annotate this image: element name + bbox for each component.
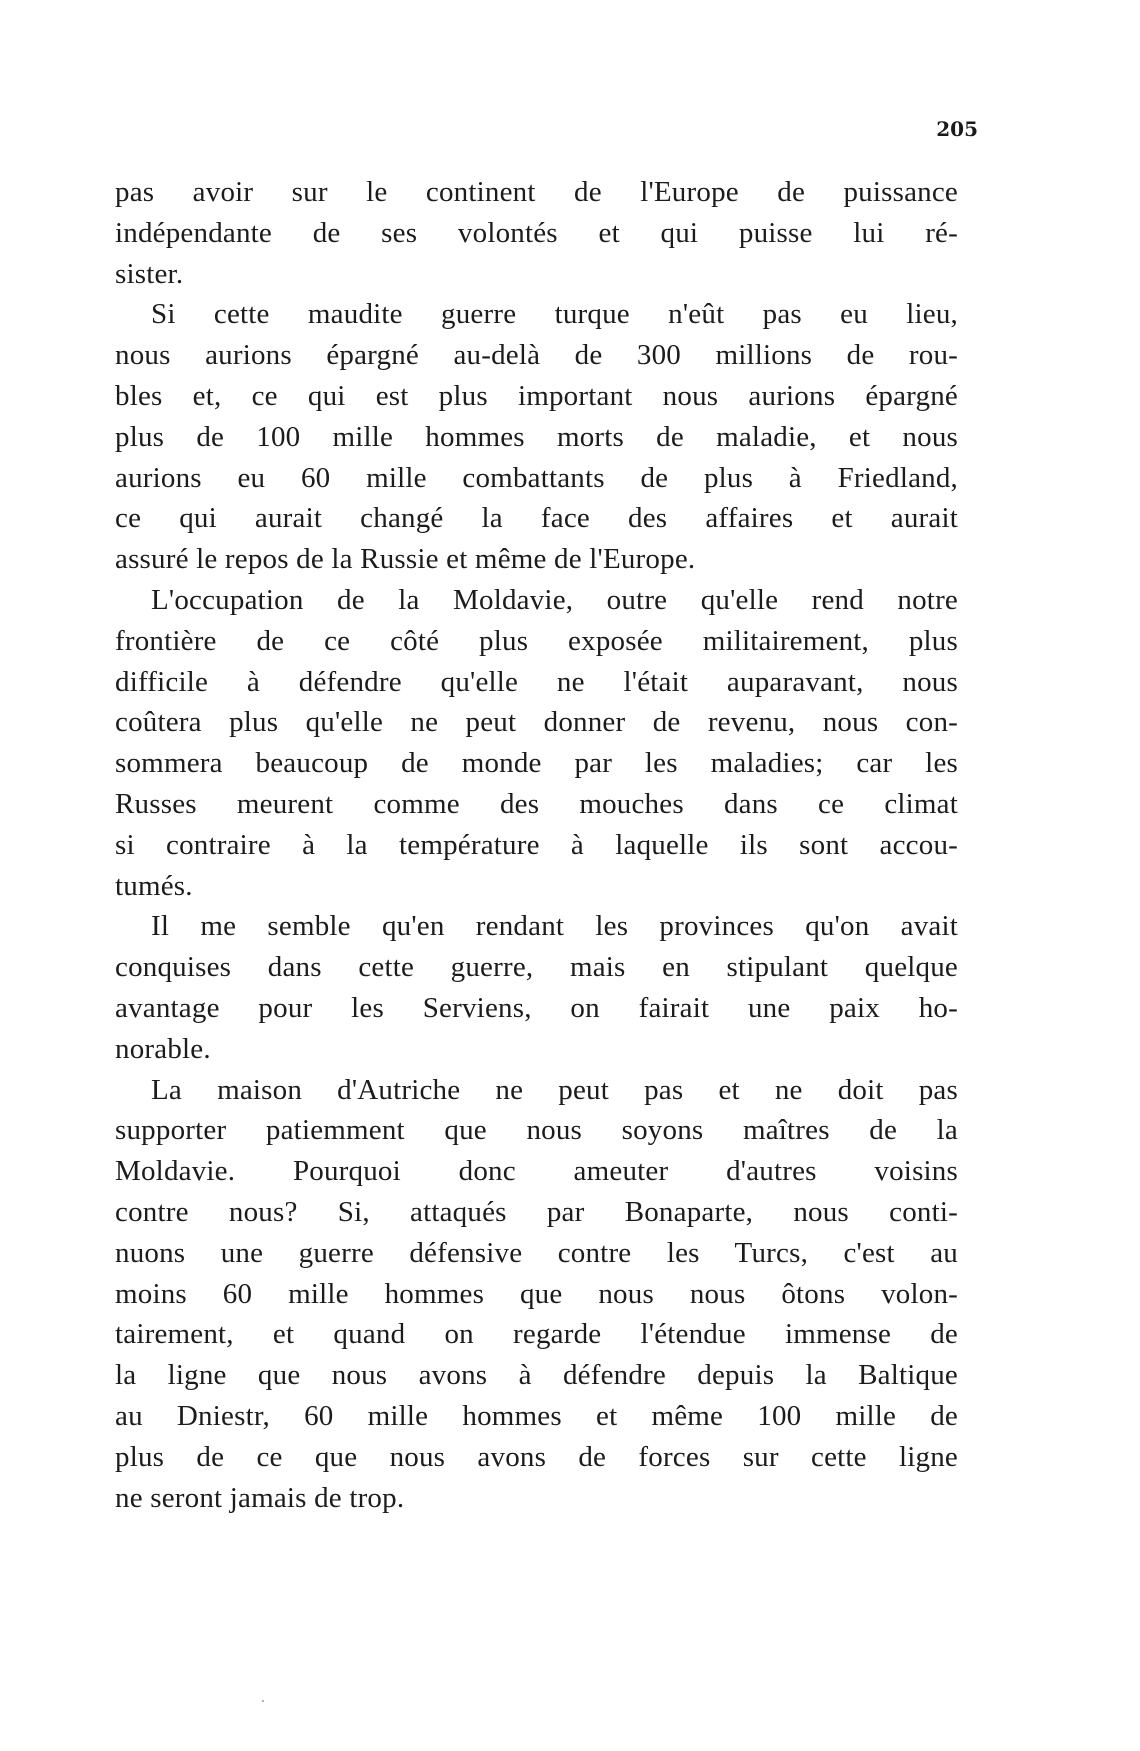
text-line: sommera beaucoup de monde par les maladies; car les [115,747,958,780]
paragraph [115,580,958,906]
text-line: La maison d'Autriche ne peut pas et ne doit pas [151,1073,958,1106]
text-line: aurions eu 60 mille combattants de plus à Friedland, [115,461,958,494]
text-line: Moldavie. Pourquoi donc ameuter d'autres voisins [115,1155,958,1188]
text-line: Russes meurent comme des mouches dans ce climat [115,787,958,820]
text-line: coûtera plus qu'elle ne peut donner de revenu, nous con- [115,706,958,739]
text-line: nous aurions épargné au-delà de 300 millions de rou- [115,339,958,372]
page-number: 205 [936,117,978,141]
text-line: plus de 100 mille hommes morts de maladie, et nous [115,420,958,453]
text-line: sister. [115,257,184,290]
text-line: indépendante de ses volontés et qui puisse lui ré- [115,216,958,249]
text-line: assuré le repos de la Russie et même de l'Europe. [115,543,696,576]
paragraph [115,906,958,1069]
text-line: tairement, et quand on regarde l'étendue immense de [115,1318,958,1351]
text-line: plus de ce que nous avons de forces sur cette ligne [115,1440,958,1473]
text-line: ne seront jamais de trop. [115,1481,405,1514]
text-line: la ligne que nous avons à défendre depuis la Baltique [115,1359,958,1392]
text-line: nuons une guerre défensive contre les Turcs, c'est au [115,1236,958,1269]
text-line: avantage pour les Serviens, on fairait une paix ho- [115,991,958,1024]
text-line: supporter patiemment que nous soyons maîtres de la [115,1114,958,1147]
text-line: Il me semble qu'en rendant les provinces qu'on avait [151,910,958,943]
scan-speck [262,1700,264,1702]
text-line: conquises dans cette guerre, mais en stipulant quelque [115,951,958,984]
text-line: moins 60 mille hommes que nous nous ôtons volon- [115,1277,958,1310]
text-line: au Dniestr, 60 mille hommes et même 100 mille de [115,1399,958,1432]
paragraph [115,1070,958,1519]
text-line: L'occupation de la Moldavie, outre qu'elle rend notre [151,583,958,616]
text-line: si contraire à la température à laquelle ils sont accou- [115,828,958,861]
text-line: difficile à défendre qu'elle ne l'était auparavant, nous [115,665,958,698]
text-line: frontière de ce côté plus exposée militairement, plus [115,624,958,657]
text-line: ce qui aurait changé la face des affaires et aurait [115,502,958,535]
text-line: bles et, ce qui est plus important nous aurions épargné [115,379,958,412]
paragraph [115,294,958,580]
text-line: norable. [115,1032,211,1065]
text-line: contre nous? Si, attaqués par Bonaparte, nous conti- [115,1195,958,1228]
text-line: Si cette maudite guerre turque n'eût pas eu lieu, [151,298,958,331]
paragraph [115,172,958,294]
text-line: pas avoir sur le continent de l'Europe de puissance [115,176,958,208]
text-line: tumés. [115,869,193,902]
body-text [115,172,958,1518]
